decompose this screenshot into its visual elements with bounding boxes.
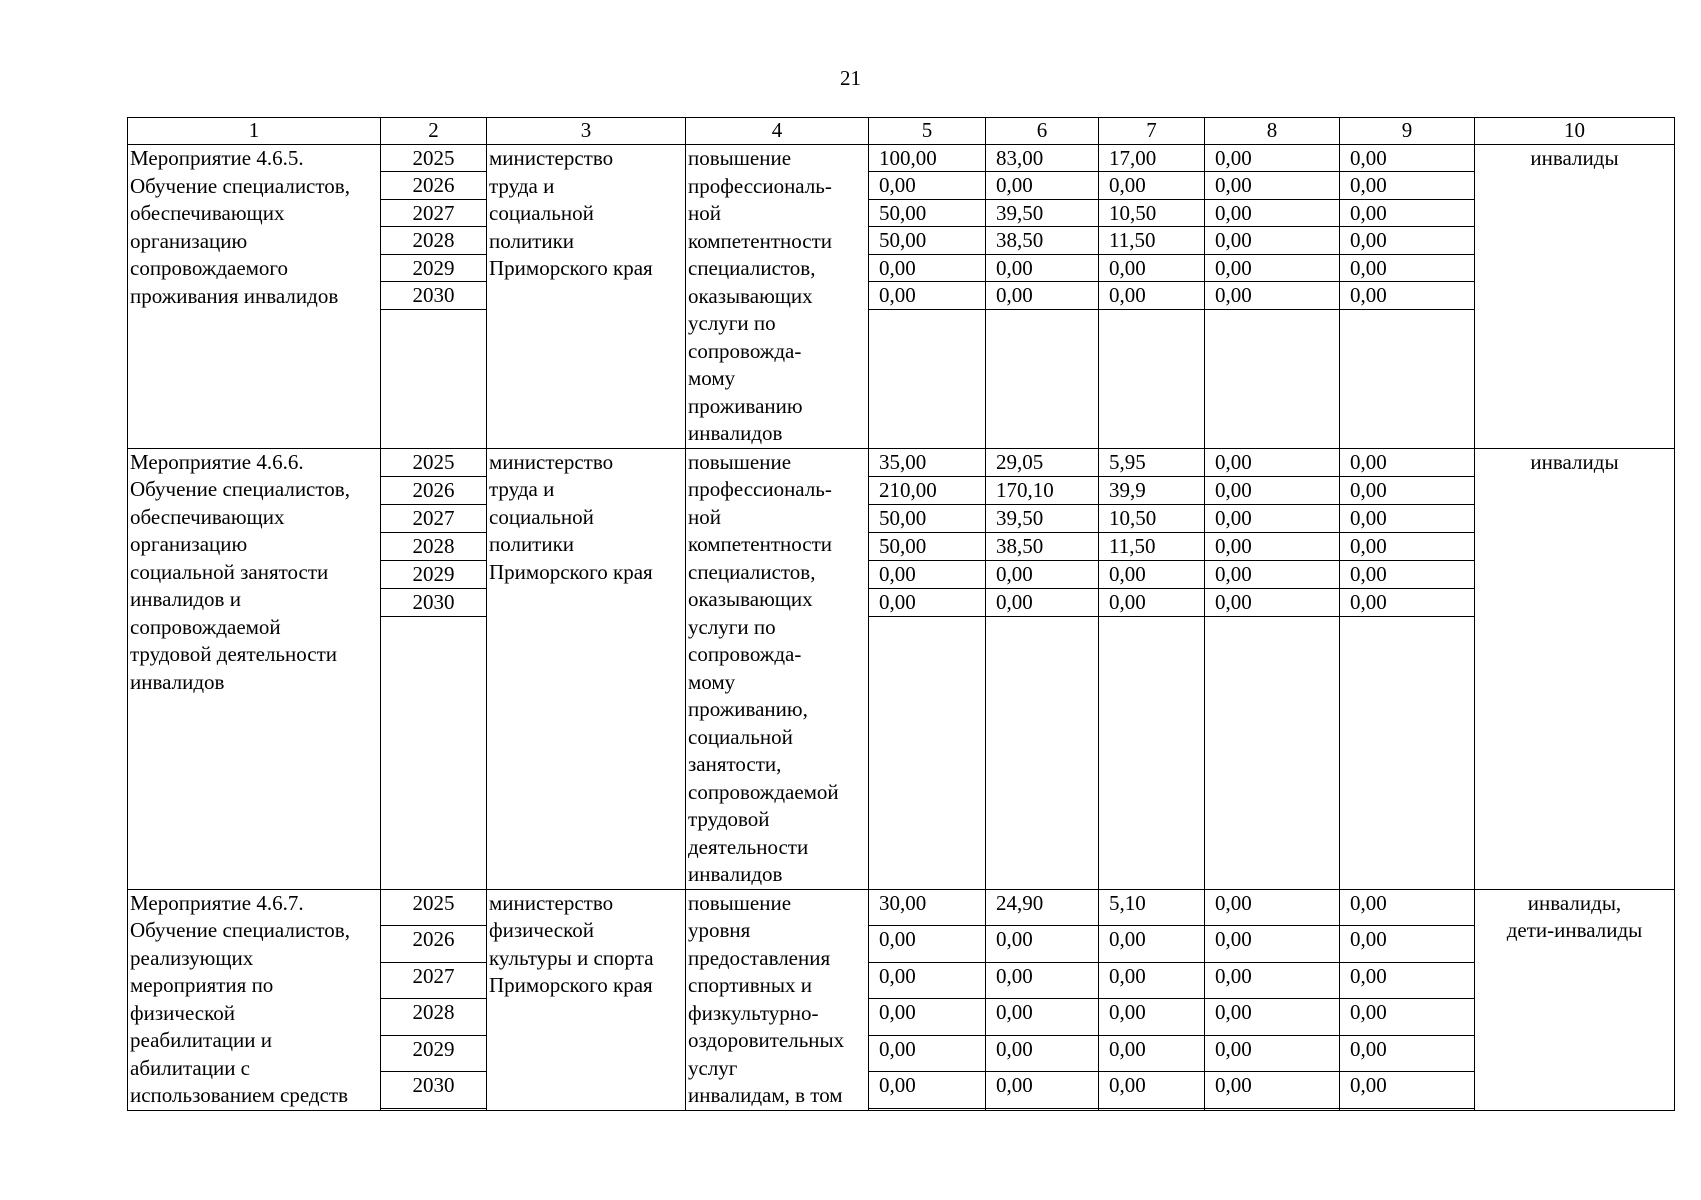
activity-result: повышение уровня предоставления спортивных и физкультурно- оздоровительных услуг инвалидам, в том <box>686 889 869 1110</box>
value-cell: 0,00 <box>1340 504 1475 532</box>
year-cell: 2029 <box>381 1035 487 1072</box>
empty-cell <box>986 616 1099 889</box>
value-cell: 0,00 <box>869 1035 986 1072</box>
value-cell: 0,00 <box>1205 1072 1340 1109</box>
year-cell: 2025 <box>381 889 487 926</box>
value-cell: 0,00 <box>869 962 986 999</box>
table-row <box>128 145 1675 172</box>
table-row <box>128 889 1675 926</box>
year-cell: 2030 <box>381 282 487 309</box>
value-cell: 0,00 <box>1340 926 1475 963</box>
page-number: 21 <box>840 66 861 90</box>
value-cell: 0,00 <box>986 282 1099 309</box>
empty-cell <box>381 309 487 448</box>
value-cell: 39,50 <box>986 504 1099 532</box>
year-cell: 2028 <box>381 999 487 1036</box>
empty-cell <box>1205 616 1340 889</box>
value-cell: 0,00 <box>1099 254 1205 281</box>
value-cell: 0,00 <box>1205 199 1340 226</box>
activity-executor: министерство физической культуры и спорта Приморского края <box>487 889 686 1110</box>
year-cell: 2027 <box>381 962 487 999</box>
activity-executor: министерство труда и социальной политики Приморского края <box>487 448 686 889</box>
empty-cell <box>381 1109 487 1110</box>
value-cell: 0,00 <box>1340 962 1475 999</box>
value-cell: 0,00 <box>869 926 986 963</box>
value-cell: 210,00 <box>869 476 986 504</box>
value-cell: 0,00 <box>1099 282 1205 309</box>
value-cell: 0,00 <box>1099 962 1205 999</box>
value-cell: 0,00 <box>1205 926 1340 963</box>
column-header: 3 <box>487 118 686 145</box>
empty-cell <box>869 1109 986 1110</box>
value-cell: 0,00 <box>1205 448 1340 476</box>
value-cell: 0,00 <box>1340 199 1475 226</box>
empty-cell <box>986 309 1099 448</box>
empty-cell <box>1340 1109 1475 1110</box>
value-cell: 0,00 <box>1340 448 1475 476</box>
empty-cell <box>1340 309 1475 448</box>
value-cell: 17,00 <box>1099 145 1205 172</box>
value-cell: 0,00 <box>1340 889 1475 926</box>
value-cell: 83,00 <box>986 145 1099 172</box>
value-cell: 0,00 <box>1099 172 1205 199</box>
column-header: 10 <box>1475 118 1675 145</box>
year-cell: 2030 <box>381 1072 487 1109</box>
value-cell: 50,00 <box>869 199 986 226</box>
value-cell: 5,95 <box>1099 448 1205 476</box>
empty-cell <box>1205 309 1340 448</box>
value-cell: 0,00 <box>1205 962 1340 999</box>
year-cell: 2026 <box>381 476 487 504</box>
column-header: 5 <box>869 118 986 145</box>
program-activities-table <box>127 117 1675 1111</box>
target-group: инвалиды <box>1475 145 1675 449</box>
empty-cell <box>1099 616 1205 889</box>
column-header: 4 <box>686 118 869 145</box>
value-cell: 0,00 <box>986 560 1099 588</box>
value-cell: 0,00 <box>1205 560 1340 588</box>
value-cell: 0,00 <box>1099 1072 1205 1109</box>
value-cell: 0,00 <box>869 999 986 1036</box>
value-cell: 0,00 <box>869 588 986 616</box>
value-cell: 38,50 <box>986 532 1099 560</box>
value-cell: 0,00 <box>1340 254 1475 281</box>
value-cell: 100,00 <box>869 145 986 172</box>
empty-cell <box>1340 616 1475 889</box>
value-cell: 0,00 <box>869 254 986 281</box>
value-cell: 10,50 <box>1099 199 1205 226</box>
year-cell: 2026 <box>381 172 487 199</box>
empty-cell <box>1099 1109 1205 1110</box>
value-cell: 0,00 <box>1099 588 1205 616</box>
value-cell: 0,00 <box>986 962 1099 999</box>
activity-result: повышение профессиональ- ной компетентности специалистов, оказывающих услуги по сопровожда- мому проживанию, социальной занятости, сопровождаемой трудовой деятельности инвалидов <box>686 448 869 889</box>
year-cell: 2029 <box>381 254 487 281</box>
value-cell: 0,00 <box>1099 1035 1205 1072</box>
value-cell: 5,10 <box>1099 889 1205 926</box>
value-cell: 11,50 <box>1099 227 1205 254</box>
value-cell: 0,00 <box>1205 172 1340 199</box>
value-cell: 29,05 <box>986 448 1099 476</box>
year-cell: 2029 <box>381 560 487 588</box>
empty-cell <box>1099 309 1205 448</box>
value-cell: 0,00 <box>986 172 1099 199</box>
value-cell: 0,00 <box>1340 999 1475 1036</box>
value-cell: 50,00 <box>869 227 986 254</box>
value-cell: 10,50 <box>1099 504 1205 532</box>
year-cell: 2028 <box>381 227 487 254</box>
value-cell: 0,00 <box>1340 227 1475 254</box>
value-cell: 0,00 <box>1340 282 1475 309</box>
value-cell: 0,00 <box>1205 254 1340 281</box>
value-cell: 50,00 <box>869 504 986 532</box>
value-cell: 0,00 <box>1340 560 1475 588</box>
value-cell: 50,00 <box>869 532 986 560</box>
column-header: 9 <box>1340 118 1475 145</box>
empty-cell <box>869 309 986 448</box>
year-cell: 2026 <box>381 926 487 963</box>
value-cell: 0,00 <box>1340 532 1475 560</box>
value-cell: 35,00 <box>869 448 986 476</box>
value-cell: 0,00 <box>1340 145 1475 172</box>
value-cell: 38,50 <box>986 227 1099 254</box>
value-cell: 0,00 <box>1099 926 1205 963</box>
value-cell: 0,00 <box>1340 588 1475 616</box>
value-cell: 0,00 <box>869 172 986 199</box>
value-cell: 0,00 <box>1205 227 1340 254</box>
column-header: 2 <box>381 118 487 145</box>
activity-name: Мероприятие 4.6.6. Обучение специалистов, обеспечивающих организацию социальной занятости инвалидов и сопровождаемой трудовой деятельности инвалидов <box>128 448 381 889</box>
table-body <box>128 145 1675 1111</box>
column-number-row <box>128 118 1675 145</box>
target-group: инвалиды <box>1475 448 1675 889</box>
value-cell: 39,50 <box>986 199 1099 226</box>
value-cell: 0,00 <box>1340 172 1475 199</box>
empty-cell <box>381 616 487 889</box>
value-cell: 0,00 <box>1205 588 1340 616</box>
value-cell: 170,10 <box>986 476 1099 504</box>
empty-cell <box>986 1109 1099 1110</box>
value-cell: 0,00 <box>1099 999 1205 1036</box>
value-cell: 30,00 <box>869 889 986 926</box>
empty-cell <box>869 616 986 889</box>
year-cell: 2025 <box>381 145 487 172</box>
value-cell: 0,00 <box>986 926 1099 963</box>
table-row <box>128 448 1675 476</box>
activity-name: Мероприятие 4.6.7. Обучение специалистов, реализующих мероприятия по физической реабилитации и абилитации с использованием средств <box>128 889 381 1110</box>
year-cell: 2025 <box>381 448 487 476</box>
value-cell: 11,50 <box>1099 532 1205 560</box>
value-cell: 0,00 <box>986 1035 1099 1072</box>
value-cell: 0,00 <box>1205 999 1340 1036</box>
value-cell: 0,00 <box>1205 532 1340 560</box>
value-cell: 0,00 <box>1205 1035 1340 1072</box>
value-cell: 0,00 <box>869 1072 986 1109</box>
value-cell: 0,00 <box>986 999 1099 1036</box>
value-cell: 24,90 <box>986 889 1099 926</box>
year-cell: 2027 <box>381 504 487 532</box>
value-cell: 0,00 <box>869 282 986 309</box>
value-cell: 0,00 <box>1340 1072 1475 1109</box>
value-cell: 0,00 <box>1205 476 1340 504</box>
value-cell: 0,00 <box>986 588 1099 616</box>
value-cell: 0,00 <box>1340 1035 1475 1072</box>
value-cell: 0,00 <box>1205 145 1340 172</box>
value-cell: 0,00 <box>1205 889 1340 926</box>
column-header: 7 <box>1099 118 1205 145</box>
year-cell: 2030 <box>381 588 487 616</box>
year-cell: 2028 <box>381 532 487 560</box>
column-header: 1 <box>128 118 381 145</box>
value-cell: 0,00 <box>986 254 1099 281</box>
target-group: инвалиды, дети-инвалиды <box>1475 889 1675 1110</box>
value-cell: 0,00 <box>986 1072 1099 1109</box>
activity-executor: министерство труда и социальной политики Приморского края <box>487 145 686 449</box>
value-cell: 0,00 <box>1340 476 1475 504</box>
value-cell: 0,00 <box>1205 504 1340 532</box>
year-cell: 2027 <box>381 199 487 226</box>
value-cell: 0,00 <box>1205 282 1340 309</box>
value-cell: 39,9 <box>1099 476 1205 504</box>
activity-result: повышение профессиональ- ной компетентности специалистов, оказывающих услуги по сопровожда- мому проживанию инвалидов <box>686 145 869 449</box>
activity-name: Мероприятие 4.6.5. Обучение специалистов, обеспечивающих организацию сопровождаемого проживания инвалидов <box>128 145 381 449</box>
column-header: 6 <box>986 118 1099 145</box>
value-cell: 0,00 <box>869 560 986 588</box>
column-header: 8 <box>1205 118 1340 145</box>
value-cell: 0,00 <box>1099 560 1205 588</box>
empty-cell <box>1205 1109 1340 1110</box>
